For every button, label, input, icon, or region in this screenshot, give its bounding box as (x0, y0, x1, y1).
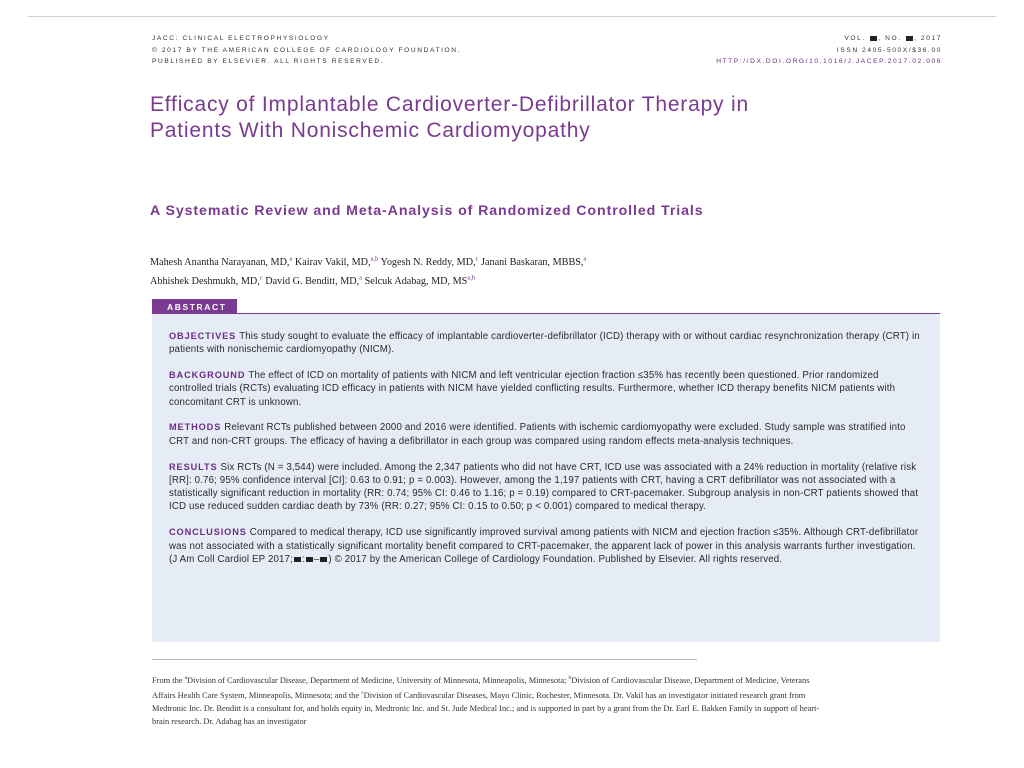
footnote-rule (152, 659, 697, 660)
issn-line: ISSN 2405-500X/$36.00 (836, 46, 942, 54)
placeholder-square (870, 36, 877, 41)
vol-label: VOL. (844, 35, 866, 42)
article-title: Efficacy of Implantable Cardioverter-Defibrillator Therapy in Patients With Nonischemic Cardiomyopathy (150, 93, 749, 142)
abstract-copyright: © 2017 by the American College of Cardiology Foundation. Published by Elsevier. All rights reserved. (334, 553, 783, 565)
header-right (716, 33, 942, 68)
placeholder-square (320, 557, 327, 562)
doi-link[interactable]: HTTP://DX.DOI.ORG/10.1016/J.JACEP.2017.02.006 (716, 58, 942, 65)
author: Selcuk Adabag, MD, MS$^{a,b}$ (364, 274, 476, 287)
abstract-conclusions: CONCLUSIONS Compared to medical therapy, ICD use significantly improved survival among patients with NICM and ejection fraction ≤35%. Although CRT-defibrillator was not associated with a statistically significant mortality benefit compared to CRT-pacemaker, the apparent lack of power in this analysis warrants further investigation. (J Am Coll Cardiol EP 2017; : – ) © 2017 by the American College of Cardiology Foundation. Published by Elsevier. All rights reserved. (169, 527, 919, 565)
author: Janani Baskaran, MBBS,$^a$ (481, 256, 587, 269)
placeholder-square (906, 36, 913, 41)
author: Kairav Vakil, MD,$^{a,b}$ (294, 256, 379, 269)
author: Abhishek Deshmukh, MD,$^c$ (150, 274, 263, 287)
citation: (J Am Coll Cardiol EP 2017; : – ) (169, 553, 332, 565)
volume-line (716, 33, 942, 45)
year-label: , 2017 (914, 35, 942, 42)
author-list (150, 252, 890, 289)
footnote: From the $^a$Division of Cardiovascular Disease, Department of Medicine, University of Minnesota, Minneapolis, Minnesota; $^b$Division of Cardiovascular Disease, Department of Medicine, Veterans Affairs Health Care System, Minneapolis, Minnesota; and the $^c$Division of Cardiovascular Diseases, Mayo Clinic, Rochester, Minnesota. Dr. Vakil has an investigator initiated research grant from Medtronic Inc. Dr. Benditt is a consultant for, and holds equity in, Medtronic Inc. and St. Jude Medical Inc.; and is supported in part by a grant from the Dr. Earl E. Bakken Family in support of heart-brain research. Dr. Adabag has an investigator (152, 675, 820, 726)
copyright-line: © 2017 BY THE AMERICAN COLLEGE OF CARDIOLOGY FOUNDATION. (152, 46, 462, 54)
abstract-background: BACKGROUND The effect of ICD on mortality of patients with NICM and left ventricular ejection fraction ≤35% has recently been questioned. Prior randomized controlled trials (RCTs) evaluating ICD efficacy in patients with NICM have yielded conflicting results. Furthermore, whether ICD therapy benefits NICM patients with concomitant CRT is unknown. (169, 370, 896, 408)
abstract-box (152, 314, 940, 642)
abstract-methods: METHODS Relevant RCTs published between 2000 and 2016 were identified. Patients with ischemic cardiomyopathy were excluded. Study sample was stratified into CRT and non-CRT groups. The efficacy of having a defibrillator in each group was compared using random effects meta-analysis techniques. (169, 422, 906, 447)
abstract-objectives: OBJECTIVES This study sought to evaluate the efficacy of implantable cardioverter-defibrillator (ICD) therapy with or without cardiac resynchronization therapy (CRT) in patients with nonischemic cardiomyopathy (NICM). (169, 331, 920, 356)
no-label: , NO. (878, 35, 902, 42)
abstract-results: RESULTS Six RCTs (N = 3,544) were included. Among the 2,347 patients who did not have CRT, ICD use was associated with a 24% reduction in mortality (relative risk [RR]: 0.76; 95% confidence interval [CI]: 0.63 to 0.91; p = 0.003). However, among the 1,197 patients with CRT, having a CRT defibrillator was not associated with a statistically significant reduction in mortality (RR: 0.74; 95% CI: 0.46 to 1.16; p = 0.19) compared to CRT-pacemaker. Subgroup analysis in non-CRT patients showed that ICD use reduced sudden cardiac death by 73% (RR: 0.27; 95% CI: 0.15 to 0.50; p < 0.001) compared to medical therapy. (169, 461, 919, 513)
article-subtitle: A Systematic Review and Meta-Analysis of Randomized Controlled Trials (150, 203, 704, 219)
author: David G. Benditt, MD,$^a$ (265, 274, 363, 287)
placeholder-square (306, 557, 313, 562)
publisher-line: PUBLISHED BY ELSEVIER. ALL RIGHTS RESERVED. (152, 58, 385, 65)
author: Yogesh N. Reddy, MD,$^c$ (380, 256, 479, 269)
abstract-label: ABSTRACT (152, 299, 237, 316)
top-rule (28, 16, 996, 17)
journal-name: JACC: CLINICAL ELECTROPHYSIOLOGY (152, 35, 330, 42)
header-left (152, 33, 461, 68)
placeholder-square (294, 557, 301, 562)
author: Mahesh Anantha Narayanan, MD,$^a$ (150, 256, 293, 269)
